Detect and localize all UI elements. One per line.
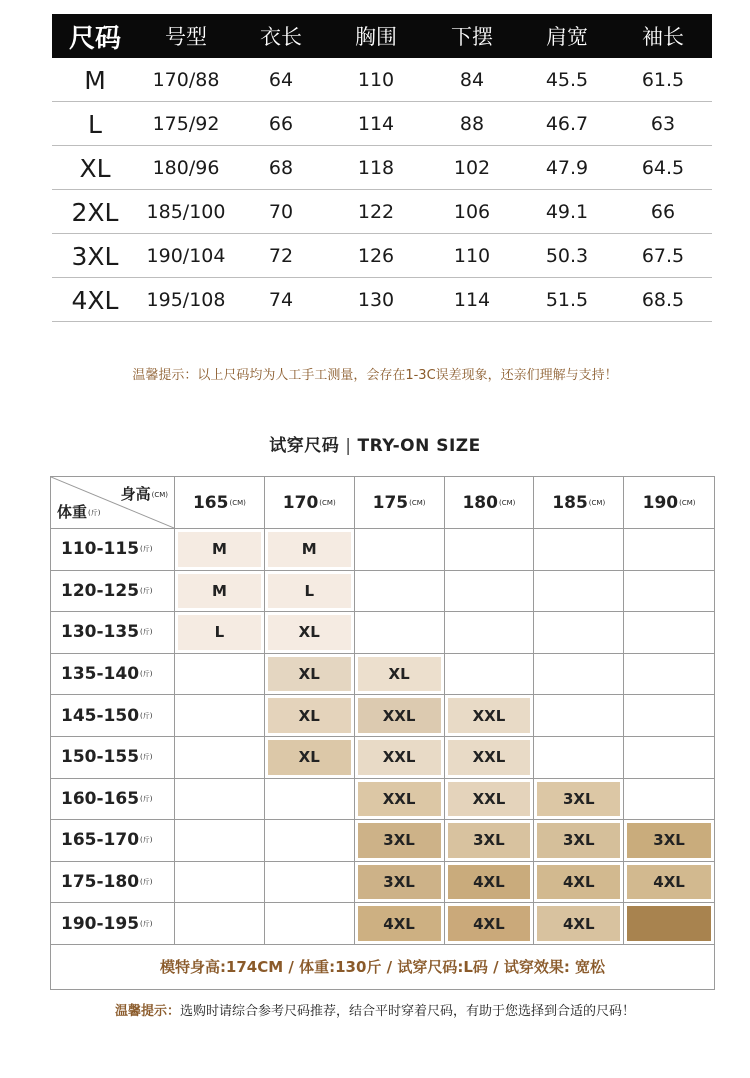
tryon-size-label [358, 532, 441, 567]
weight-row-header: 150-155 (斤) [51, 737, 175, 779]
tryon-cell [445, 862, 535, 904]
height-column-header: 175 (CM) [355, 477, 445, 529]
tryon-cell [175, 779, 265, 821]
tryon-title-cn: 试穿尺码 [269, 436, 340, 456]
tryon-size-label: 4XL [358, 906, 441, 941]
tryon-size-label [448, 574, 531, 609]
tryon-size-label [627, 698, 711, 733]
tryon-size-label: 3XL [627, 823, 711, 858]
tryon-cell [624, 612, 714, 654]
size-value: 126 [357, 244, 395, 267]
tryon-size-label: XL [268, 740, 351, 775]
tryon-cell [534, 779, 624, 821]
size-value: 102 [453, 156, 491, 179]
tryon-size-label: XXL [358, 782, 441, 817]
tryon-size-label [537, 532, 620, 567]
size-row [52, 146, 712, 190]
tryon-cell [624, 571, 714, 613]
size-label: 4XL [71, 286, 119, 315]
size-value: 63 [650, 112, 676, 135]
height-column-header: 185 (CM) [534, 477, 624, 529]
tryon-size-label: L [268, 574, 351, 609]
tryon-corner [51, 477, 175, 529]
tryon-size-label [627, 782, 711, 817]
tryon-size-label [268, 906, 351, 941]
size-value: 114 [357, 112, 395, 135]
tryon-size-label: XXL [448, 740, 531, 775]
size-header-cell: 衣长 [260, 25, 302, 49]
size-row [52, 234, 712, 278]
weight-row-header: 160-165 (斤) [51, 779, 175, 821]
tryon-cell [445, 820, 535, 862]
weight-row-header: 110-115 (斤) [51, 529, 175, 571]
size-value: 47.9 [545, 156, 589, 179]
tryon-size-label [627, 657, 711, 692]
tryon-size-label [537, 574, 620, 609]
size-value: 180/96 [152, 156, 220, 179]
size-value: 130 [357, 288, 395, 311]
size-value: 110 [357, 68, 395, 91]
height-axis-label: 身高(CM) [120, 485, 168, 503]
size-value: 84 [459, 68, 485, 91]
tryon-cell [624, 903, 714, 945]
tryon-size-label [537, 698, 620, 733]
tryon-cell [175, 737, 265, 779]
tryon-cell [624, 820, 714, 862]
size-value: 64 [268, 68, 294, 91]
size-header-cell: 袖长 [642, 25, 684, 49]
tryon-cell [265, 654, 355, 696]
height-column-header: 180 (CM) [445, 477, 535, 529]
size-row [52, 102, 712, 146]
weight-row-header: 190-195 (斤) [51, 903, 175, 945]
weight-row-header: 135-140 (斤) [51, 654, 175, 696]
size-value: 68 [268, 156, 294, 179]
size-label: 2XL [71, 198, 119, 227]
size-value: 61.5 [641, 68, 685, 91]
tryon-cell [445, 779, 535, 821]
size-header-cell: 尺码 [68, 23, 121, 54]
tryon-size-label [627, 532, 711, 567]
tryon-cell [265, 612, 355, 654]
tryon-size-label: M [178, 574, 261, 609]
tryon-cell [265, 571, 355, 613]
tryon-size-label [178, 782, 261, 817]
size-value: 110 [453, 244, 491, 267]
size-value: 190/104 [146, 244, 226, 267]
tryon-size-label [178, 865, 261, 900]
tryon-cell [355, 862, 445, 904]
tryon-size-label: M [268, 532, 351, 567]
tryon-cell [175, 571, 265, 613]
tryon-size-label: 4XL [627, 865, 711, 900]
tryon-size-label [358, 615, 441, 650]
tryon-cell [355, 695, 445, 737]
size-value: 66 [268, 112, 294, 135]
tryon-cell [445, 654, 535, 696]
size-row [52, 58, 712, 102]
tryon-size-label: XXL [448, 782, 531, 817]
size-value: 185/100 [146, 200, 226, 223]
height-column-header: 170 (CM) [265, 477, 355, 529]
tryon-cell [175, 612, 265, 654]
tryon-grid [51, 477, 714, 945]
tryon-cell [534, 695, 624, 737]
size-row [52, 190, 712, 234]
tryon-cell [624, 654, 714, 696]
tryon-size-label [627, 615, 711, 650]
size-header-cell: 下摆 [451, 25, 493, 49]
tryon-size-label [178, 698, 261, 733]
size-header-cell: 胸围 [355, 25, 397, 49]
tryon-size-label [358, 574, 441, 609]
tryon-size-label [178, 823, 261, 858]
tryon-size-label: 4XL [448, 906, 531, 941]
size-value: 67.5 [641, 244, 685, 267]
tryon-size-label [268, 865, 351, 900]
size-chart-body [52, 58, 712, 322]
tryon-size-label [178, 906, 261, 941]
size-label: XL [79, 154, 111, 183]
tryon-cell [445, 529, 535, 571]
tryon-size-label: 4XL [537, 865, 620, 900]
tryon-cell [265, 529, 355, 571]
size-label: L [88, 110, 102, 139]
tryon-cell [265, 695, 355, 737]
size-value: 74 [268, 288, 294, 311]
tryon-cell [355, 737, 445, 779]
tryon-cell [624, 862, 714, 904]
tryon-cell [534, 862, 624, 904]
tryon-size-label: XL [358, 657, 441, 692]
tryon-size-label: 3XL [448, 823, 531, 858]
tryon-cell [175, 654, 265, 696]
tryon-cell [265, 862, 355, 904]
tryon-cell [624, 529, 714, 571]
tryon-size-label: XL [268, 698, 351, 733]
tryon-size-label [448, 532, 531, 567]
tryon-title-en: TRY-ON SIZE [357, 436, 481, 456]
size-value: 118 [357, 156, 395, 179]
tryon-cell [445, 737, 535, 779]
tryon-size-label: 3XL [358, 823, 441, 858]
tryon-cell [534, 571, 624, 613]
size-value: 66 [650, 200, 676, 223]
size-value: 68.5 [641, 288, 685, 311]
tryon-cell [355, 529, 445, 571]
tryon-cell [624, 695, 714, 737]
tryon-size-label [627, 574, 711, 609]
tryon-title [0, 431, 750, 456]
tryon-size-label [448, 657, 531, 692]
size-value: 51.5 [545, 288, 589, 311]
tryon-size-label: 4XL [537, 906, 620, 941]
tryon-cell [445, 695, 535, 737]
tryon-cell [534, 529, 624, 571]
tryon-cell [265, 903, 355, 945]
tryon-cell [175, 820, 265, 862]
tryon-size-label: 3XL [537, 782, 620, 817]
tryon-cell [355, 571, 445, 613]
tryon-size-label [178, 740, 261, 775]
tryon-size-label: L [178, 615, 261, 650]
tryon-size-label [448, 615, 531, 650]
size-label: M [84, 66, 106, 95]
tryon-size-label [627, 906, 711, 941]
tryon-size-label: 3XL [537, 823, 620, 858]
purchase-note [0, 1000, 750, 1019]
purchase-note-text: 选购时请综合参考尺码推荐，结合平时穿着尺码，有助于您选择到合适的尺码！ [180, 1004, 636, 1019]
size-value: 122 [357, 200, 395, 223]
tryon-size-label [178, 657, 261, 692]
tryon-size-label: XL [268, 615, 351, 650]
weight-axis-label: 体重(斤) [57, 503, 101, 521]
size-value: 88 [459, 112, 485, 135]
size-label: 3XL [71, 242, 119, 271]
height-column-header: 190 (CM) [624, 477, 714, 529]
weight-row-header: 145-150 (斤) [51, 695, 175, 737]
size-value: 175/92 [152, 112, 220, 135]
tryon-cell [445, 903, 535, 945]
tryon-size-label: XL [268, 657, 351, 692]
tryon-cell [534, 903, 624, 945]
tryon-cell [534, 612, 624, 654]
tryon-cell [355, 820, 445, 862]
measurement-note: 温馨提示：以上尺码均为人工手工测量，会存在1-3C误差现象，还亲们理解与支持！ [132, 368, 618, 383]
tryon-table [50, 476, 715, 990]
tryon-size-label: 4XL [448, 865, 531, 900]
tryon-size-label [627, 740, 711, 775]
weight-row-header: 165-170 (斤) [51, 820, 175, 862]
tryon-cell [355, 903, 445, 945]
size-chart-table [52, 14, 712, 322]
weight-row-header: 130-135 (斤) [51, 612, 175, 654]
size-value: 45.5 [545, 68, 589, 91]
size-value: 70 [268, 200, 294, 223]
size-value: 64.5 [641, 156, 685, 179]
tryon-cell [175, 903, 265, 945]
size-value: 72 [268, 244, 294, 267]
tryon-cell [534, 737, 624, 779]
size-chart-header [52, 14, 712, 58]
tryon-size-label [268, 823, 351, 858]
tryon-cell [534, 820, 624, 862]
tryon-size-label: XXL [358, 698, 441, 733]
tryon-size-label [537, 657, 620, 692]
size-header-cell: 肩宽 [546, 25, 588, 49]
tryon-cell [265, 820, 355, 862]
size-value: 106 [453, 200, 491, 223]
size-value: 49.1 [545, 200, 589, 223]
purchase-note-lead: 温馨提示： [114, 1004, 180, 1019]
weight-row-header: 175-180 (斤) [51, 862, 175, 904]
tryon-cell [265, 737, 355, 779]
weight-row-header: 120-125 (斤) [51, 571, 175, 613]
tryon-size-label: XXL [448, 698, 531, 733]
tryon-cell [534, 654, 624, 696]
size-value: 50.3 [545, 244, 589, 267]
tryon-size-label: M [178, 532, 261, 567]
height-column-header: 165 (CM) [175, 477, 265, 529]
tryon-cell [445, 612, 535, 654]
tryon-title-separator: | [345, 436, 352, 456]
tryon-cell [265, 779, 355, 821]
model-info: 模特身高:174CM / 体重:130斤 / 试穿尺码:L码 / 试穿效果: 宽松 [159, 958, 606, 977]
tryon-size-label: 3XL [358, 865, 441, 900]
size-row [52, 278, 712, 322]
tryon-size-label [268, 782, 351, 817]
tryon-cell [355, 779, 445, 821]
tryon-cell [355, 612, 445, 654]
tryon-cell [175, 695, 265, 737]
tryon-cell [445, 571, 535, 613]
tryon-size-label [537, 615, 620, 650]
size-value: 46.7 [545, 112, 589, 135]
size-header-cell: 号型 [165, 25, 207, 49]
size-value: 195/108 [146, 288, 226, 311]
tryon-cell [624, 737, 714, 779]
size-value: 170/88 [152, 68, 220, 91]
tryon-cell [175, 529, 265, 571]
tryon-size-label: XXL [358, 740, 441, 775]
size-value: 114 [453, 288, 491, 311]
tryon-cell [175, 862, 265, 904]
tryon-cell [355, 654, 445, 696]
tryon-cell [624, 779, 714, 821]
tryon-size-label [537, 740, 620, 775]
